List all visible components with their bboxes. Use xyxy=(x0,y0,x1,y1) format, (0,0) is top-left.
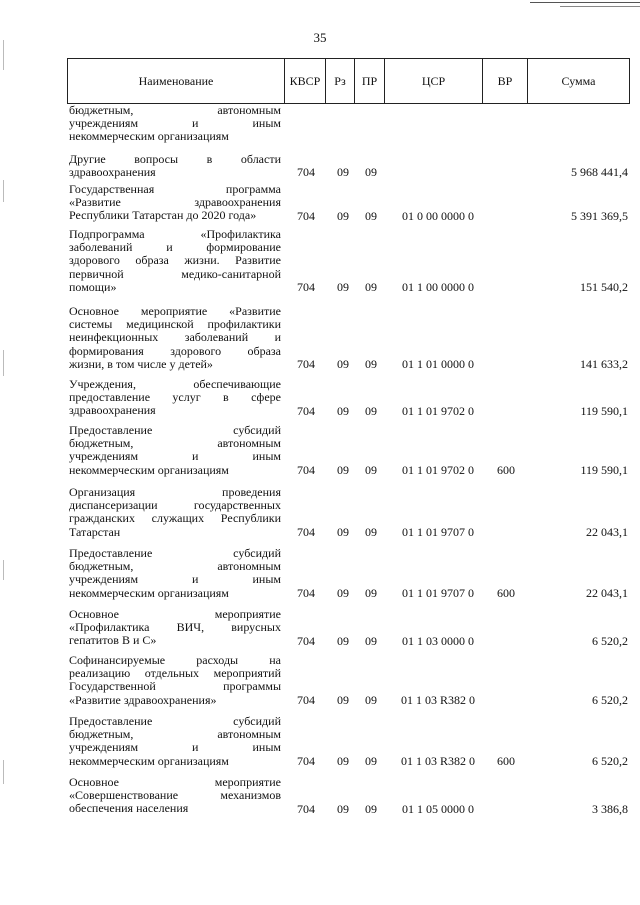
row-pr: 09 xyxy=(365,801,377,816)
table-row xyxy=(67,776,630,816)
row-name-line: гражданских служащих Республики xyxy=(69,511,281,526)
row-kvsr: 704 xyxy=(297,165,315,180)
row-pr: 09 xyxy=(365,208,377,223)
row-name-line: обеспечения населения xyxy=(69,801,189,816)
row-name-line: «Развитие здравоохранения» xyxy=(69,692,217,707)
row-sum: 5 968 441,4 xyxy=(571,165,628,180)
row-name-line: формирования здорового образа xyxy=(69,343,281,358)
table-row xyxy=(67,183,630,223)
row-kvsr: 704 xyxy=(297,633,315,648)
row-name xyxy=(69,547,281,600)
row-name xyxy=(69,228,281,294)
row-name-line: Основное мероприятие «Развитие xyxy=(69,304,281,318)
table-row xyxy=(67,608,630,648)
row-name-line: Татарстан xyxy=(69,524,121,539)
row-kvsr: 704 xyxy=(297,208,315,223)
row-rz: 09 xyxy=(337,403,349,418)
margin-mark xyxy=(3,760,4,784)
page-number: 35 xyxy=(313,30,327,45)
row-pr: 09 xyxy=(365,280,377,294)
row-name-line: Основное мероприятие xyxy=(69,775,281,789)
row-pr: 09 xyxy=(365,753,377,768)
row-name-line: предоставление услуг в сфере xyxy=(69,390,281,405)
margin-mark xyxy=(3,560,4,580)
row-name xyxy=(69,153,281,179)
row-csr: 01 1 03 0000 0 xyxy=(402,633,474,648)
row-vr: 600 xyxy=(497,462,515,477)
row-rz: 09 xyxy=(337,692,349,707)
row-name-line: жизни, в том числе у детей» xyxy=(69,356,213,371)
row-name-line: некоммерческим организациям xyxy=(69,462,229,477)
header-pr: ПР xyxy=(355,59,385,104)
row-name-line: диспансеризации государственных xyxy=(69,498,281,513)
table-header xyxy=(67,58,630,104)
row-name-line: помощи» xyxy=(69,279,117,294)
row-name-line: гепатитов В и С» xyxy=(69,633,157,648)
row-rz: 09 xyxy=(337,801,349,816)
row-sum: 119 590,1 xyxy=(580,403,628,418)
row-vr: 600 xyxy=(497,585,515,600)
row-name-line: учреждениям и иным xyxy=(69,572,281,587)
table-row xyxy=(67,424,630,477)
row-name xyxy=(69,486,281,539)
row-rz: 09 xyxy=(337,462,349,477)
row-name-line: неинфекционных заболеваний и xyxy=(69,330,281,345)
row-csr: 01 0 00 0000 0 xyxy=(402,208,474,223)
row-pr: 09 xyxy=(365,357,377,371)
header-rz: Рз xyxy=(326,59,355,104)
row-kvsr: 704 xyxy=(297,280,315,294)
row-name-line: учреждениям и иным xyxy=(69,740,281,755)
table-row xyxy=(67,228,630,294)
margin-mark xyxy=(3,350,4,376)
row-name-line: Подпрограмма «Профилактика xyxy=(69,227,281,241)
row-name-line: Государственной программы xyxy=(69,679,281,694)
header-csr: ЦСР xyxy=(385,59,483,104)
row-name-line: учреждениям и иным xyxy=(69,116,281,131)
row-csr: 01 1 03 R382 0 xyxy=(401,753,476,768)
row-name-line: Другие вопросы в области xyxy=(69,152,281,166)
table-row xyxy=(67,378,630,418)
row-name-line: Предоставление субсидий xyxy=(69,546,281,560)
header-name: Наименование xyxy=(68,59,285,104)
row-sum: 22 043,1 xyxy=(586,585,628,600)
row-rz: 09 xyxy=(337,357,349,371)
row-name-line: здорового образа жизни. Развитие xyxy=(69,253,281,268)
row-sum: 6 520,2 xyxy=(592,633,628,648)
row-name xyxy=(69,183,281,223)
row-pr: 09 xyxy=(365,585,377,600)
row-rz: 09 xyxy=(337,585,349,600)
row-name xyxy=(69,378,281,418)
row-csr: 01 1 01 9702 0 xyxy=(402,403,474,418)
row-kvsr: 704 xyxy=(297,357,315,371)
row-csr: 01 1 01 9707 0 xyxy=(402,585,474,600)
row-name xyxy=(69,104,281,144)
row-csr: 01 1 00 0000 0 xyxy=(402,280,474,294)
row-name-line: Софинансируемые расходы на xyxy=(69,653,281,667)
row-sum: 6 520,2 xyxy=(592,753,628,768)
table-row xyxy=(67,547,630,600)
row-sum: 6 520,2 xyxy=(592,692,628,707)
row-name-line: бюджетным, автономным xyxy=(69,559,281,574)
row-name-line: первичной медико-санитарной xyxy=(69,266,281,281)
header-sum: Сумма xyxy=(528,59,630,104)
row-name-line: бюджетным, автономным xyxy=(69,103,281,117)
row-name-line: реализацию отдельных мероприятий xyxy=(69,666,281,681)
table-row xyxy=(67,104,630,144)
row-sum: 141 633,2 xyxy=(580,357,628,371)
row-name-line: Учреждения, обеспечивающие xyxy=(69,377,281,391)
row-rz: 09 xyxy=(337,280,349,294)
row-kvsr: 704 xyxy=(297,585,315,600)
row-sum: 151 540,2 xyxy=(580,280,628,294)
row-name-line: заболеваний и формирование xyxy=(69,240,281,255)
row-name xyxy=(69,305,281,371)
row-name-line: «Профилактика ВИЧ, вирусных xyxy=(69,620,281,635)
table-row xyxy=(67,486,630,539)
row-pr: 09 xyxy=(365,524,377,539)
row-sum: 22 043,1 xyxy=(586,524,628,539)
row-name-line: здравоохранения xyxy=(69,403,156,418)
scan-edge-line xyxy=(560,6,640,7)
scan-edge-line xyxy=(530,2,640,3)
row-rz: 09 xyxy=(337,633,349,648)
header-vr: ВР xyxy=(483,59,528,104)
row-csr: 01 1 05 0000 0 xyxy=(402,801,474,816)
row-name-line: здравоохранения xyxy=(69,165,156,180)
row-sum: 5 391 369,5 xyxy=(571,208,628,223)
row-name-line: бюджетным, автономным xyxy=(69,727,281,742)
row-name xyxy=(69,424,281,477)
row-kvsr: 704 xyxy=(297,753,315,768)
row-sum: 119 590,1 xyxy=(580,462,628,477)
row-csr: 01 1 01 0000 0 xyxy=(402,357,474,371)
row-name-line: Организация проведения xyxy=(69,485,281,499)
row-kvsr: 704 xyxy=(297,403,315,418)
row-pr: 09 xyxy=(365,403,377,418)
row-pr: 09 xyxy=(365,633,377,648)
row-csr: 01 1 01 9707 0 xyxy=(402,524,474,539)
row-name-line: Предоставление субсидий xyxy=(69,714,281,728)
row-rz: 09 xyxy=(337,165,349,180)
row-csr: 01 1 01 9702 0 xyxy=(402,462,474,477)
row-name-line: системы медицинской профилактики xyxy=(69,317,281,332)
row-name-line: некоммерческим организациям xyxy=(69,585,229,600)
row-kvsr: 704 xyxy=(297,801,315,816)
row-name-line: бюджетным, автономным xyxy=(69,436,281,451)
row-kvsr: 704 xyxy=(297,692,315,707)
row-name-line: Основное мероприятие xyxy=(69,607,281,621)
row-vr: 600 xyxy=(497,753,515,768)
row-name-line: Государственная программа xyxy=(69,182,281,196)
row-pr: 09 xyxy=(365,462,377,477)
row-name xyxy=(69,654,281,707)
row-pr: 09 xyxy=(365,165,377,180)
row-sum: 3 386,8 xyxy=(592,801,628,816)
row-rz: 09 xyxy=(337,208,349,223)
table-row xyxy=(67,715,630,768)
row-name-line: Предоставление субсидий xyxy=(69,423,281,437)
row-name-line: «Развитие здравоохранения xyxy=(69,195,281,210)
row-rz: 09 xyxy=(337,753,349,768)
row-kvsr: 704 xyxy=(297,462,315,477)
row-rz: 09 xyxy=(337,524,349,539)
row-name xyxy=(69,608,281,648)
row-name-line: «Совершенствование механизмов xyxy=(69,788,281,803)
table-row xyxy=(67,654,630,707)
header-kvsr: КВСР xyxy=(285,59,326,104)
row-name-line: Республики Татарстан до 2020 года» xyxy=(69,208,257,223)
table-row xyxy=(67,305,630,371)
row-name xyxy=(69,715,281,768)
margin-mark xyxy=(3,180,4,202)
table-row xyxy=(67,153,630,179)
row-name xyxy=(69,776,281,816)
row-name-line: учреждениям и иным xyxy=(69,449,281,464)
row-name-line: некоммерческим организациям xyxy=(69,753,229,768)
row-csr: 01 1 03 R382 0 xyxy=(401,692,476,707)
row-pr: 09 xyxy=(365,692,377,707)
row-kvsr: 704 xyxy=(297,524,315,539)
row-name-line: некоммерческим организациям xyxy=(69,129,229,144)
